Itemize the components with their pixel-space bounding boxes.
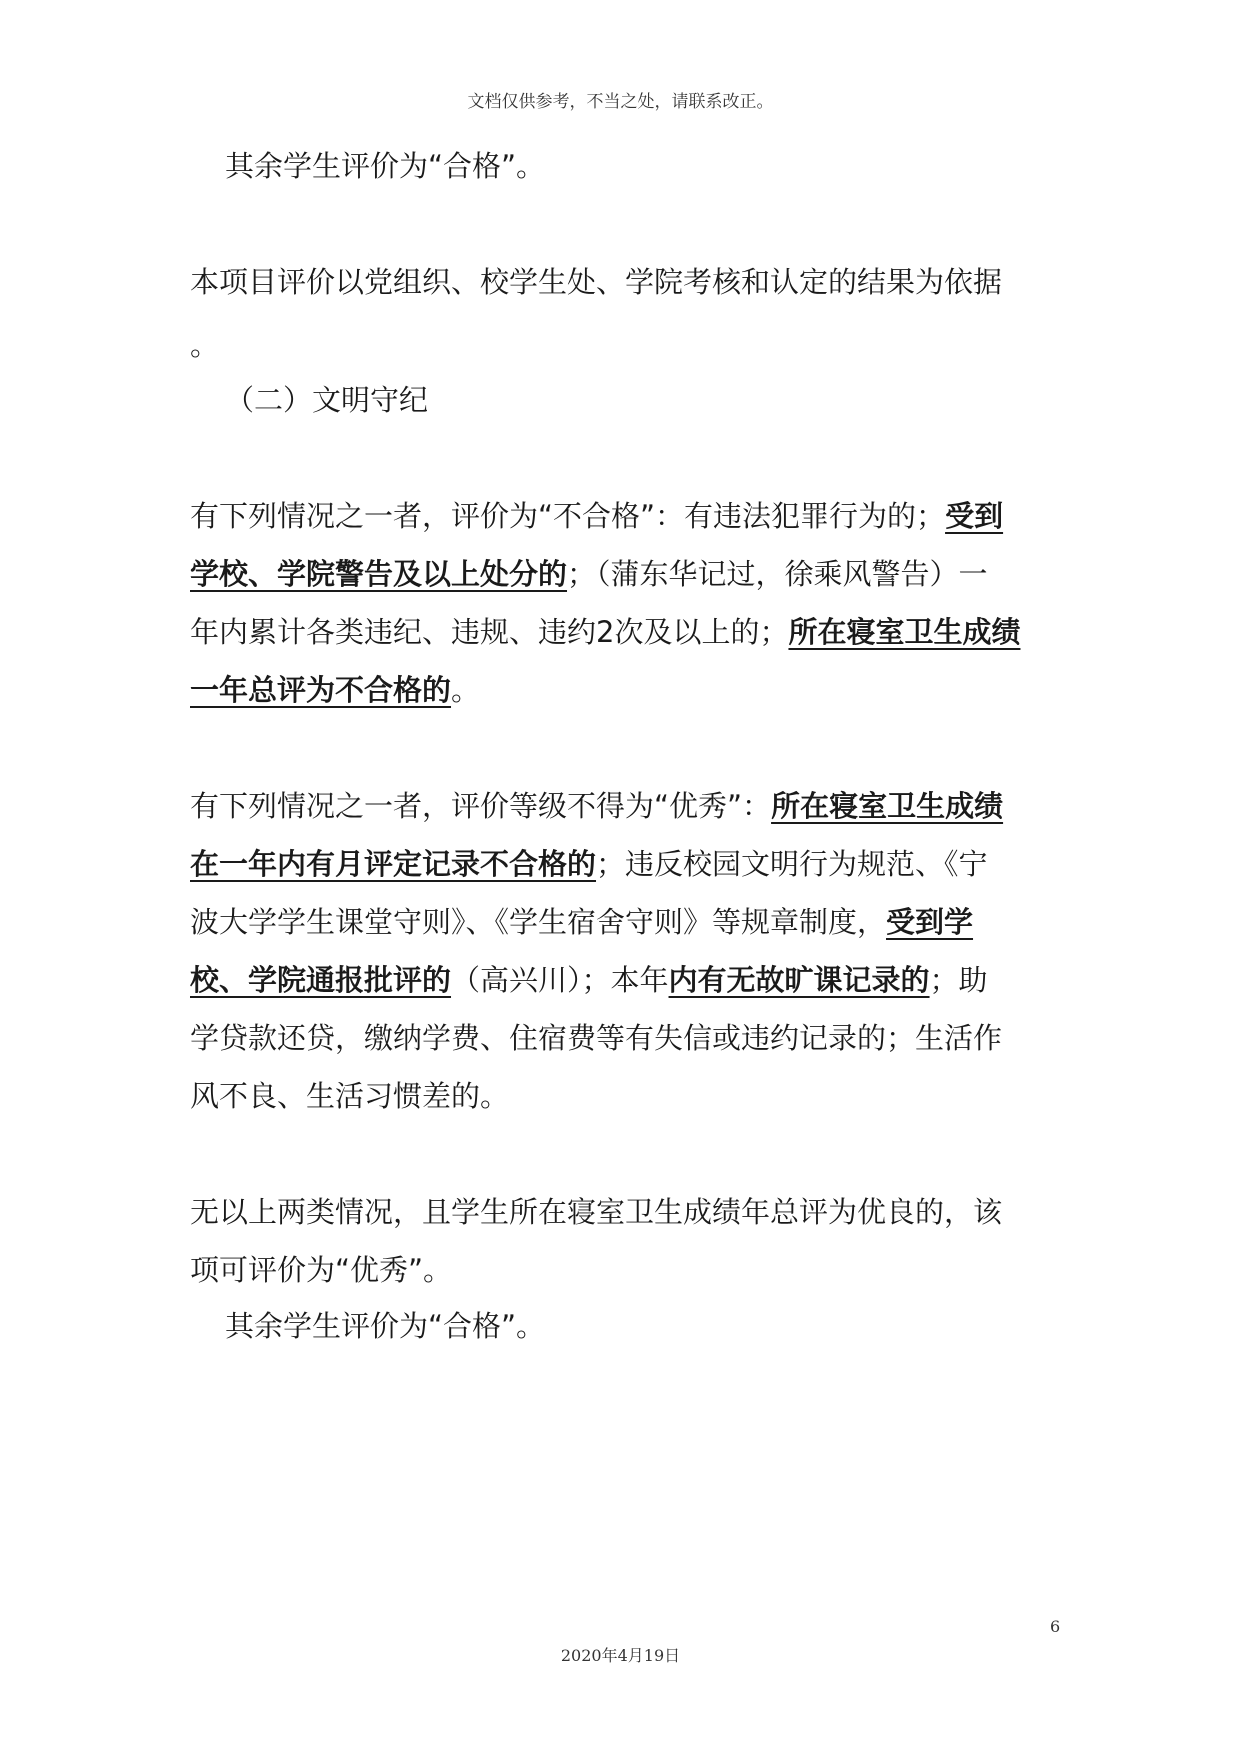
text-segment: ；（蒲东华记过，徐乘风警告）一 xyxy=(567,557,988,591)
paragraph-line xyxy=(190,612,1020,652)
underlined-text: 内有无故旷课记录的 xyxy=(668,963,930,997)
paragraph-line xyxy=(190,786,1003,826)
paragraph-line: 其余学生评价为“合格”。 xyxy=(225,1309,546,1343)
underlined-text: 受到 xyxy=(945,499,1004,533)
text-segment: ；违反校园文明行为规范、《宁 xyxy=(596,847,988,881)
text-segment: 年内累计各类违纪、违规、违约2次及以上的； xyxy=(190,615,789,649)
paragraph-line xyxy=(190,902,973,942)
paragraph-line: 风不良、生活习惯差的。 xyxy=(190,1079,510,1113)
underlined-text: 校、学院通报批评的 xyxy=(190,963,452,997)
underlined-text: 所在寝室卫生成绩 xyxy=(771,789,1004,823)
text-segment: （高兴川）；本年 xyxy=(451,963,669,997)
text-segment: 有下列情况之一者，评价为“不合格”：有违法犯罪行为的； xyxy=(190,499,946,533)
page-number: 6 xyxy=(1050,1617,1061,1636)
text-segment: 有下列情况之一者，评价等级不得为“优秀”： xyxy=(190,789,772,823)
text-segment: ；助 xyxy=(929,963,988,997)
paragraph-line xyxy=(190,960,988,1000)
paragraph-line xyxy=(190,554,988,594)
paragraph-line: 本项目评价以党组织、校学生处、学院考核和认定的结果为依据 xyxy=(190,265,1003,299)
text-segment: 波大学学生课堂守则》、《学生宿舍守则》等规章制度， xyxy=(190,905,887,939)
paragraph-line xyxy=(190,496,1003,536)
underlined-text: 一年总评为不合格的 xyxy=(190,673,452,707)
paragraph-line: 无以上两类情况，且学生所在寝室卫生成绩年总评为优良的，该 xyxy=(190,1195,1003,1229)
text-segment: 。 xyxy=(451,673,481,707)
paragraph-line: 项可评价为“优秀”。 xyxy=(190,1253,453,1287)
footer-date: 2020年4月19日 xyxy=(560,1646,681,1665)
section-heading: （二）文明守纪 xyxy=(225,383,429,417)
paragraph-line xyxy=(190,670,480,710)
underlined-text: 所在寝室卫生成绩 xyxy=(788,615,1021,649)
paragraph-line: 学贷款还贷，缴纳学费、住宿费等有失信或违约记录的；生活作 xyxy=(190,1021,1003,1055)
underlined-text: 在一年内有月评定记录不合格的 xyxy=(190,847,597,881)
paragraph-line: 其余学生评价为“合格”。 xyxy=(225,149,546,183)
paragraph-line xyxy=(190,844,988,884)
underlined-text: 受到学 xyxy=(886,905,974,939)
underlined-text: 学校、学院警告及以上处分的 xyxy=(190,557,568,591)
paragraph-line: 。 xyxy=(190,328,220,362)
header-note: 文档仅供参考，不当之处，请联系改正。 xyxy=(467,92,774,112)
